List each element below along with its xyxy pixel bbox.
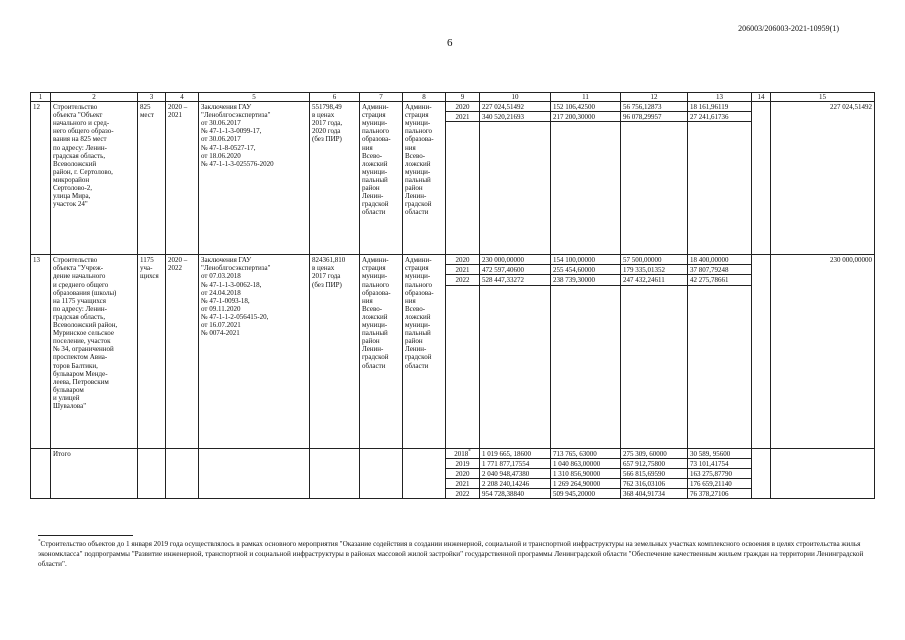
amount-regional: 57 500,00000 xyxy=(621,255,688,265)
amount-regional: 762 316,03106 xyxy=(621,478,688,488)
amount-regional: 247 432,24611 xyxy=(621,275,688,285)
estimated-cost: 551798,49 в ценах 2017 года, 2020 года (без ПИР) xyxy=(310,102,360,255)
estimated-cost: 824361,810 в ценах 2017 года (без ПИР) xyxy=(310,255,360,448)
year-cell: 2021 xyxy=(446,112,480,122)
expertise-conclusion: Заключения ГАУ "Леноблгосэкспертиза" от 07.03.2018 № 47-1-1-3-0062-18, от 24.04.2018 № 47-1-0093-18, от 09.11.2020 № 47-1-1-2-056415-20, от 16.07.2021 № 0074-2021 xyxy=(199,255,310,448)
col-number: 4 xyxy=(166,93,199,102)
construction-period: 2020 – 2022 xyxy=(166,255,199,448)
year-cell: 2021 xyxy=(446,478,480,488)
year-cell: 2020 xyxy=(446,102,480,112)
amount-federal: 238 739,30000 xyxy=(551,275,621,285)
developer: Админи- страция муници- пального образова- ния Всево- ложский муници- пальный район Ленин- градской области xyxy=(403,102,446,255)
col-number: 3 xyxy=(138,93,166,102)
amount-local: 27 241,61736 xyxy=(688,112,752,122)
amount-total: 2 040 948,47380 xyxy=(480,468,551,478)
footnote-divider xyxy=(38,535,133,536)
amount-total: 1 019 665, 18600 xyxy=(480,448,551,458)
col-number: 10 xyxy=(480,93,551,102)
amount-regional: 566 815,69590 xyxy=(621,468,688,478)
amount-total: 954 728,38840 xyxy=(480,488,551,498)
col-number: 1 xyxy=(31,93,51,102)
year-cell: 2019 xyxy=(446,458,480,468)
amount-federal: 1 269 264,90000 xyxy=(551,478,621,488)
amount-col15: 230 000,00000 xyxy=(771,255,875,448)
col-number: 7 xyxy=(360,93,403,102)
objects-table xyxy=(30,92,875,499)
object-name: Строительство объекта "Учреж- дение начального и среднего общего образования (школы) на 1175 учащихся по адресу: Ленин- градская область, Всеволожский район, Муринское сельское поселение, участок № 34, ограниченной проспектом Авиа- торов Балтики, бульваром Менде- леева, Петровским бульваром и улицей Шувалова" xyxy=(51,255,138,448)
amount-total: 230 000,00000 xyxy=(480,255,551,265)
footnote-text: Строительство объектов до 1 января 2019 года осуществлялось в рамках основного мероприятия "Оказание содействия в создании инженерной, социальной и транспортной инфраструктуры на земельных участках комплексного освоения в целях строительства жилья экономкласса" подпрограммы "Развитие инженерной, транспортной и социальной инфраструктуры в районах массовой жилой застройки" государственной программы Ленинградской области "Обеспечение качественным жильем граждан на территории Ленинградской области". xyxy=(38,540,864,568)
amount-regional: 368 404,91734 xyxy=(621,488,688,498)
column-number-row xyxy=(31,93,875,102)
amount-local: 37 807,79248 xyxy=(688,265,752,275)
col-number: 2 xyxy=(51,93,138,102)
col-number: 6 xyxy=(310,93,360,102)
customer: Админи- страция муници- пального образова- ния Всево- ложский муници- пальный район Ленин- градской области xyxy=(360,102,403,255)
object-capacity: 825 мест xyxy=(138,102,166,255)
total-label: Итого xyxy=(51,448,138,498)
amount-total: 1 771 877,17554 xyxy=(480,458,551,468)
col-number: 14 xyxy=(752,93,771,102)
construction-period: 2020 – 2021 xyxy=(166,102,199,255)
table-row xyxy=(31,102,875,112)
total-row xyxy=(31,448,875,458)
col-number: 8 xyxy=(403,93,446,102)
document-number: 206003/206003-2021-10959(1) xyxy=(738,24,839,33)
row-number: 13 xyxy=(31,255,51,448)
col-number: 11 xyxy=(551,93,621,102)
amount-local: 18 400,00000 xyxy=(688,255,752,265)
amount-col15: 227 024,51492 xyxy=(771,102,875,255)
developer: Админи- страция муници- пального образова- ния Всево- ложский муници- пальный район Ленин- градской области xyxy=(403,255,446,448)
col-number: 9 xyxy=(446,93,480,102)
amount-local: 76 378,27106 xyxy=(688,488,752,498)
amount-local: 18 161,96119 xyxy=(688,102,752,112)
object-capacity: 1175 уча- щихся xyxy=(138,255,166,448)
col-number: 5 xyxy=(199,93,310,102)
col-number: 13 xyxy=(688,93,752,102)
amount-local: 42 275,78661 xyxy=(688,275,752,285)
customer: Админи- страция муници- пального образова- ния Всево- ложский муници- пальный район Ленин- градской области xyxy=(360,255,403,448)
total-empty xyxy=(31,448,51,498)
amount-regional: 275 309, 60000 xyxy=(621,448,688,458)
col14-cell xyxy=(752,102,771,255)
amount-regional: 657 912,75800 xyxy=(621,458,688,468)
amount-total: 340 520,21693 xyxy=(480,112,551,122)
amount-local: 30 589, 95600 xyxy=(688,448,752,458)
amount-total: 227 024,51492 xyxy=(480,102,551,112)
amount-federal: 217 200,30000 xyxy=(551,112,621,122)
col-number: 12 xyxy=(621,93,688,102)
amount-local: 163 275,87790 xyxy=(688,468,752,478)
year-cell: 2020 xyxy=(446,468,480,478)
amount-total: 472 597,40600 xyxy=(480,265,551,275)
amount-federal: 255 454,60000 xyxy=(551,265,621,275)
amount-regional: 96 078,29957 xyxy=(621,112,688,122)
year-cell: 2018* xyxy=(446,448,480,458)
amount-federal: 713 765, 63000 xyxy=(551,448,621,458)
amount-regional: 56 756,12873 xyxy=(621,102,688,112)
amount-federal: 154 100,00000 xyxy=(551,255,621,265)
object-name: Строительство объекта "Объект начального и сред- него общего образо- вания на 825 мест по адресу: Ленин- градская область, Всеволожский район, г. Сертолово, микрорайон Сертолово-2, улица Мира, участок 24" xyxy=(51,102,138,255)
col14-cell xyxy=(752,255,771,448)
amount-total: 2 208 240,14246 xyxy=(480,478,551,488)
footnote-mark: * xyxy=(468,449,471,455)
amount-federal: 509 945,20000 xyxy=(551,488,621,498)
amount-total: 528 447,33272 xyxy=(480,275,551,285)
row-number: 12 xyxy=(31,102,51,255)
footnote xyxy=(38,539,870,569)
amount-local: 176 659,21140 xyxy=(688,478,752,488)
col-number: 15 xyxy=(771,93,875,102)
page-number: 6 xyxy=(447,37,453,49)
year-cell: 2021 xyxy=(446,265,480,275)
year-cell: 2022 xyxy=(446,488,480,498)
expertise-conclusion: Заключения ГАУ "Леноблгосэкспертиза" от 30.06.2017 № 47-1-1-3-0099-17, от 30.06.2017 № 47-1-8-0527-17, от 18.06.2020 № 47-1-1-3-025576-2020 xyxy=(199,102,310,255)
amount-local: 73 101,41754 xyxy=(688,458,752,468)
footnote-mark: * xyxy=(38,539,41,545)
amount-regional: 179 335,01352 xyxy=(621,265,688,275)
table-row xyxy=(31,255,875,265)
year-cell: 2020 xyxy=(446,255,480,265)
year-cell: 2022 xyxy=(446,275,480,285)
amount-federal: 1 040 863,00000 xyxy=(551,458,621,468)
amount-federal: 1 310 856,90000 xyxy=(551,468,621,478)
amount-federal: 152 106,42500 xyxy=(551,102,621,112)
